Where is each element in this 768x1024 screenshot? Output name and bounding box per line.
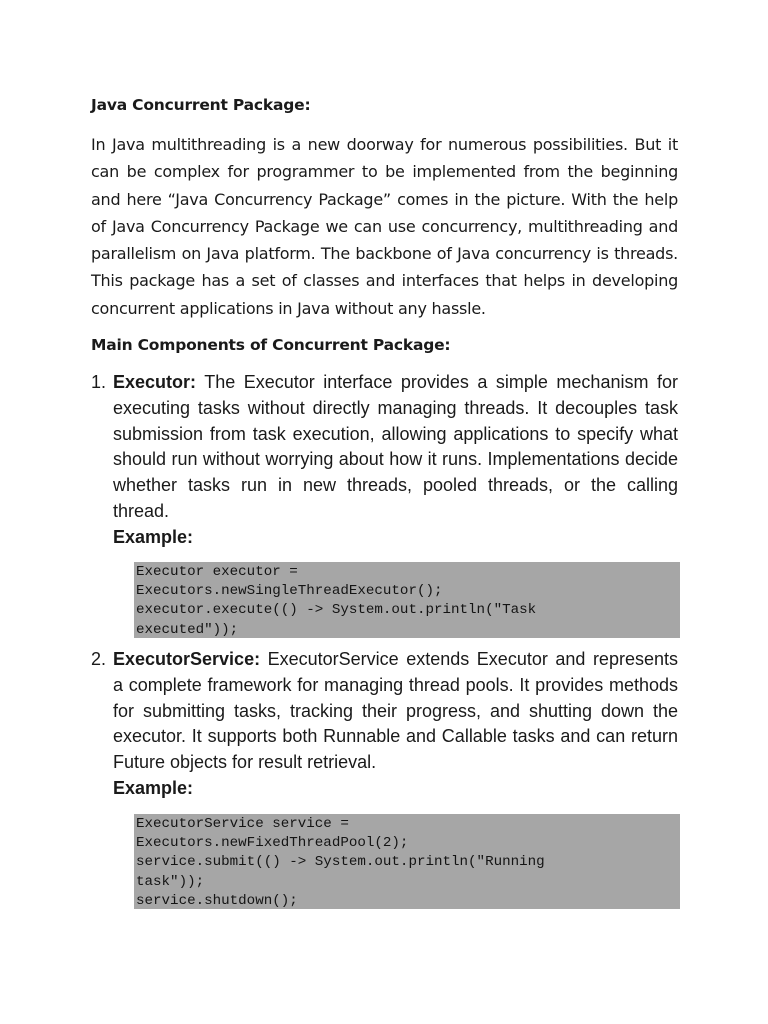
- section-heading: Main Components of Concurrent Package:: [91, 336, 451, 354]
- code-block-executor-service: [134, 814, 680, 909]
- list-item-description: ExecutorService extends Executor and represents a complete framework for managing thread pools. It provides methods for submitting tasks, tracking their progress, and shutting down the executor. It supports both Runnable and Callable tasks and can return Future objects for result retrieval.: [113, 649, 678, 773]
- code-line: executed"));: [136, 621, 239, 638]
- list-item-description: The Executor interface provides a simple mechanism for executing tasks without directly managing threads. It decouples task submission from task execution, allowing applications to specify what should run without worrying about how it runs. Implementations decide whether tasks run in new threads, pooled threads, or the calling thread.: [113, 372, 678, 521]
- list-item-executor-service: [91, 647, 681, 802]
- list-number: 1.: [91, 372, 107, 392]
- code-block-executor: [134, 562, 680, 638]
- list-item-body: [113, 370, 678, 525]
- list-item-term: ExecutorService:: [113, 649, 261, 669]
- page-title: Java Concurrent Package:: [91, 96, 311, 114]
- code-line: service.shutdown();: [136, 892, 298, 909]
- example-label: Example:: [113, 777, 194, 798]
- code-line: Executor executor =: [136, 564, 298, 580]
- list-item-term: Executor:: [113, 372, 197, 392]
- code-line: task"));: [136, 873, 205, 890]
- code-line: service.submit(() -> System.out.println("Running: [136, 854, 545, 871]
- code-line: Executors.newFixedThreadPool(2);: [136, 835, 409, 852]
- list-item-executor: [91, 370, 681, 551]
- code-line: Executors.newSingleThreadExecutor();: [136, 583, 443, 600]
- example-label: Example:: [113, 526, 194, 547]
- intro-paragraph: In Java multithreading is a new doorway for numerous possibilities. But it can be complex for programmer to be implemented from the beginning and here “Java Concurrency Package” comes in the picture. With the help of Java Concurrency Package we can use concurrency, multithreading and parallelism on Java platform. The backbone of Java concurrency is threads. This package has a set of classes and interfaces that helps in developing concurrent applications in Java without any hassle.: [91, 135, 678, 318]
- code-line: ExecutorService service =: [136, 816, 349, 832]
- list-number: 2.: [91, 649, 107, 669]
- code-line: executor.execute(() -> System.out.println("Task: [136, 602, 537, 619]
- list-item-body: [113, 647, 678, 776]
